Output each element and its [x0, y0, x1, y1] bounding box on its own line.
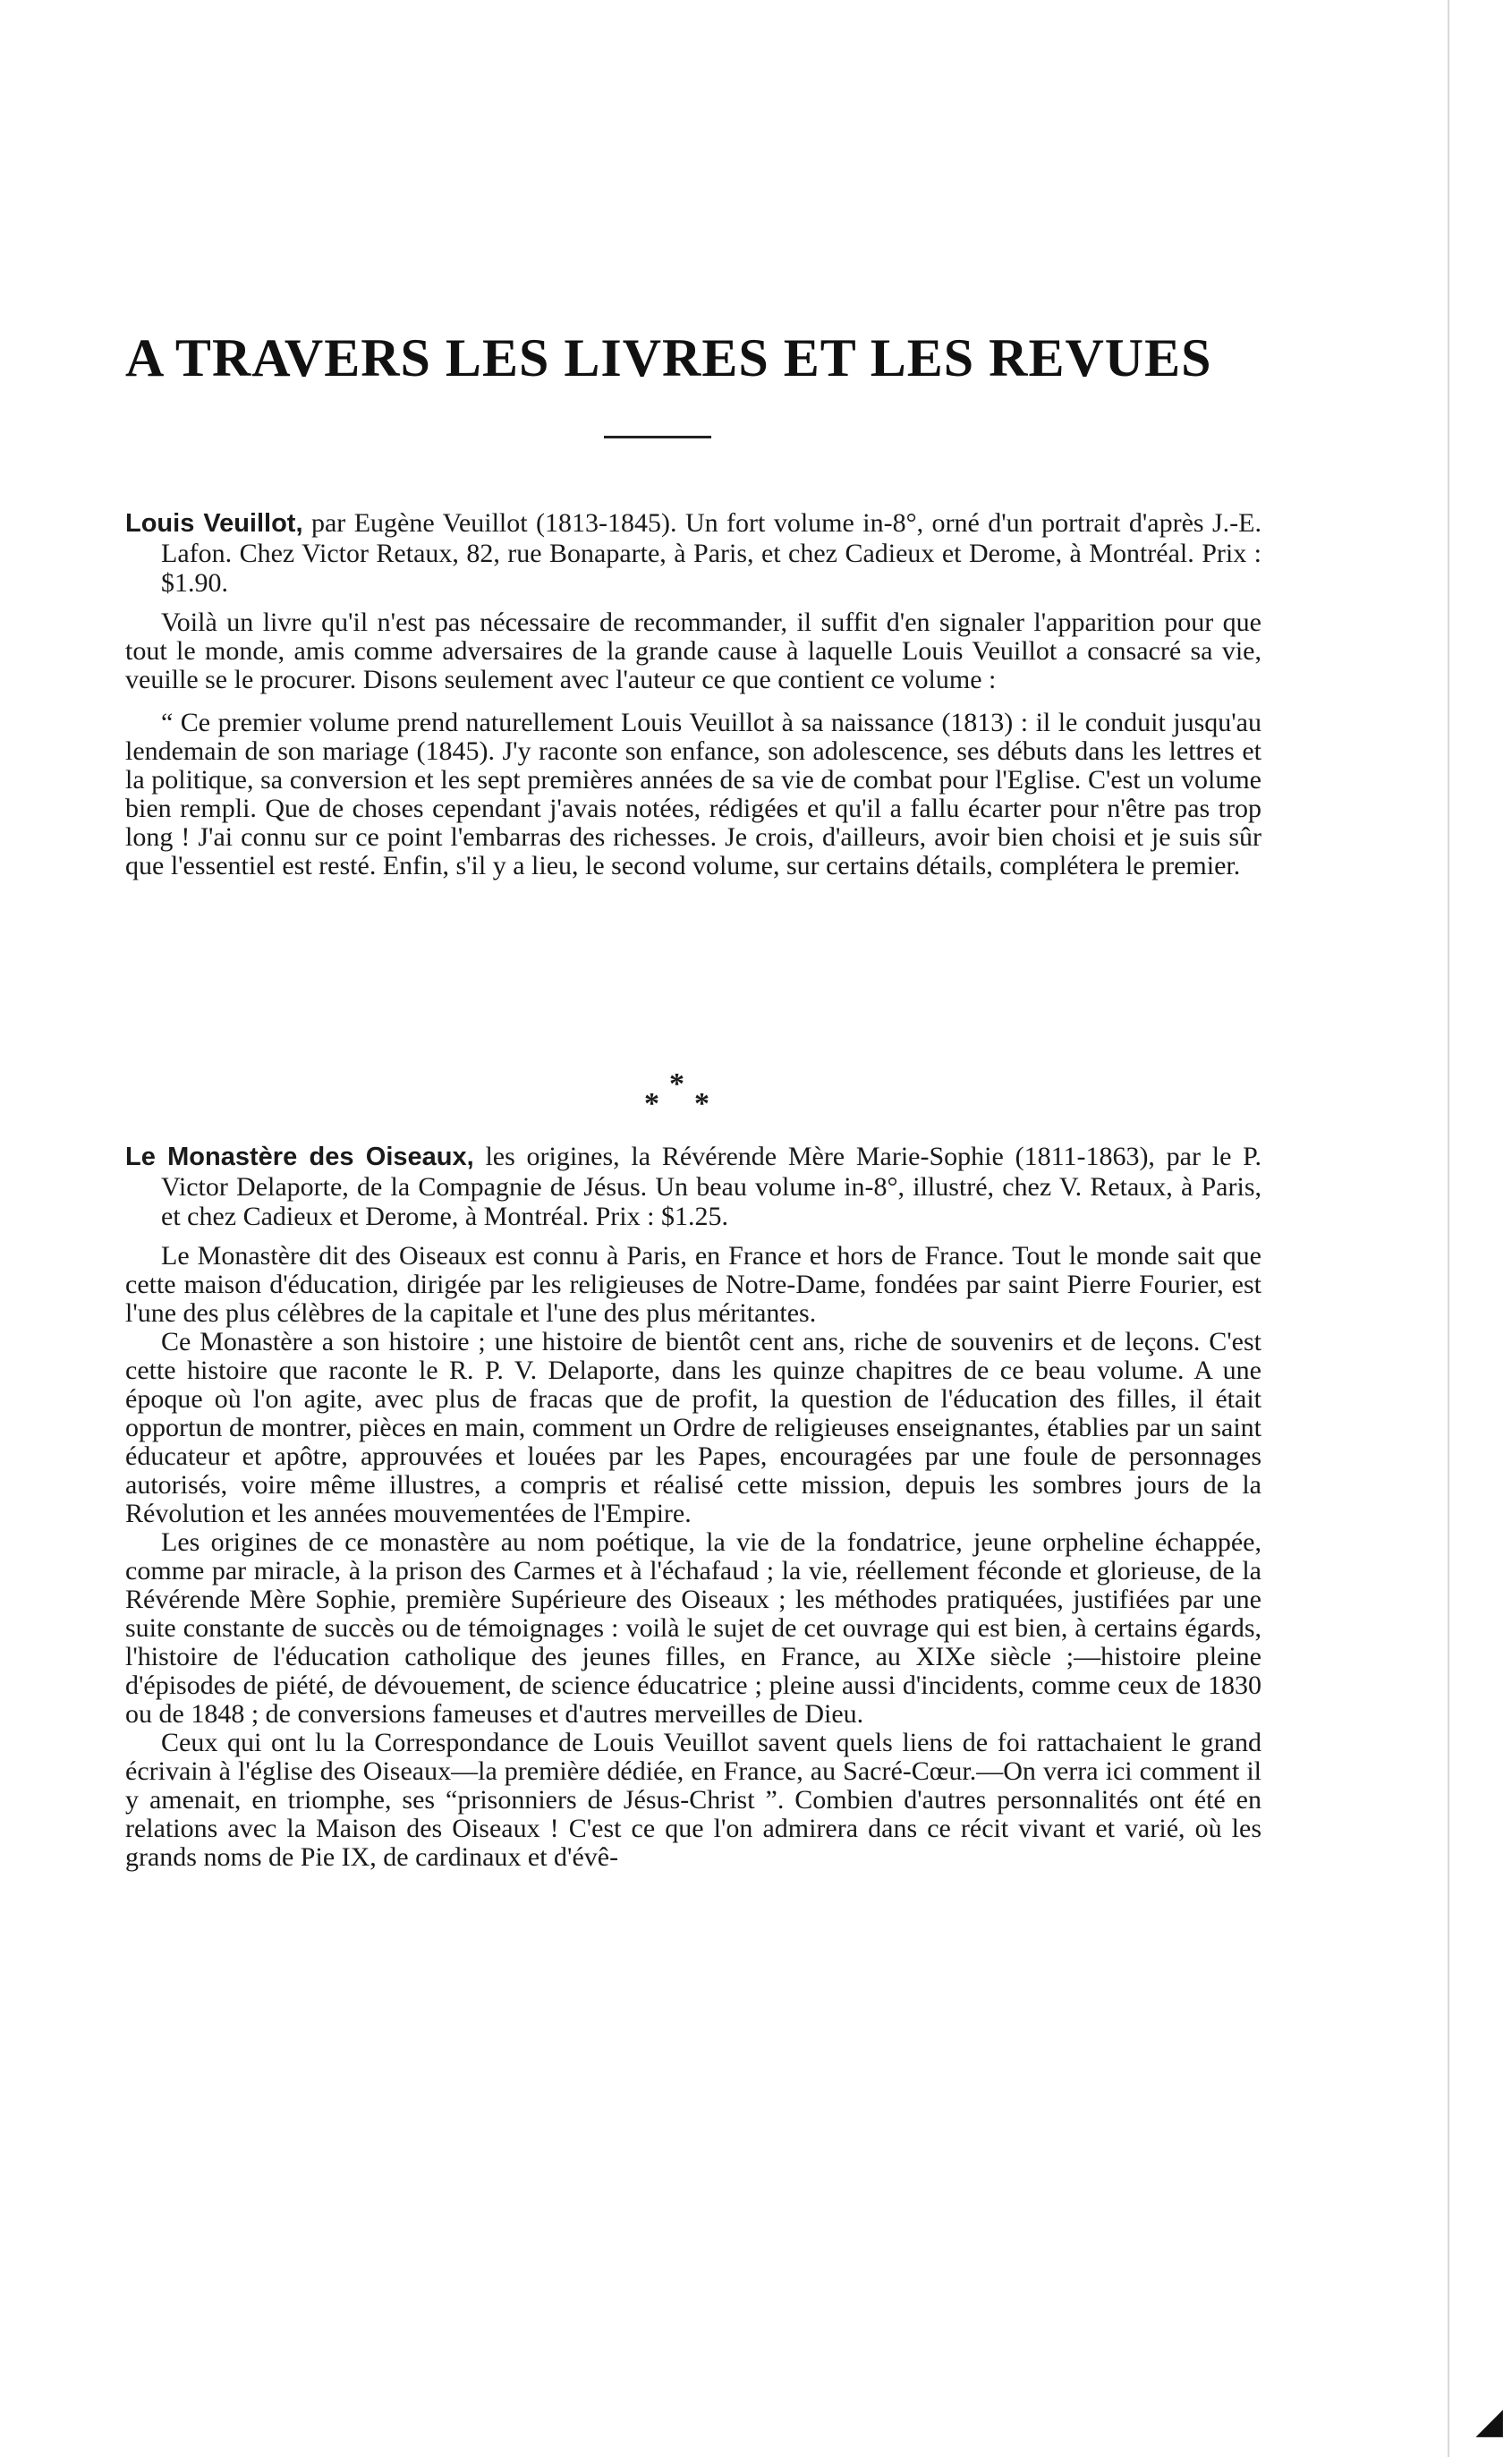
scan-corner-mark: ◢: [1475, 2401, 1503, 2441]
review-paragraph: Voilà un livre qu'il n'est pas nécessaire de recommander, il suffit d'en signaler l'apparition pour que tout le monde, amis comme adversaires de la grande cause à laquelle Louis Veuillot a consacré sa vie, veuille se le procurer. Disons seulement avec l'auteur ce que contient ce volume :: [125, 608, 1261, 694]
scan-margin-line: [1448, 0, 1449, 2457]
review-louis-veuillot: [125, 508, 1261, 880]
section-heading: A TRAVERS LES LIVRES ET LES REVUES: [125, 328, 1212, 387]
review-quotation: “ Ce premier volume prend naturellement Louis Veuillot à sa naissance (1813) : il le conduit jusqu'au lendemain de son mariage (1845). J'y raconte son enfance, son adolescence, ses débuts dans les lettres et la politique, sa conversion et les sept premières années de sa vie de combat pour l'Eglise. C'est un volume bien rempli. Que de choses cependant j'avais notées, rédigées et qu'il a fallu écarter pour n'être pas trop long ! J'ai connu sur ce point l'embarras des richesses. Je crois, d'ailleurs, avoir bien choisi et je suis sûr que l'essentiel est resté. Enfin, s'il y a lieu, le second volume, sur certains détails, complétera le premier.: [125, 708, 1261, 880]
review-paragraph: Ce Monastère a son histoire ; une histoire de bientôt cent ans, riche de souvenirs et de leçons. C'est cette histoire que raconte le R. P. V. Delaporte, dans les quinze chapitres de ce beau volume. A une époque où l'on agite, avec plus de fracas que de profit, la question de l'éducation des filles, il était opportun de montrer, pièces en main, comment un Ordre de religieuses enseignantes, établies par un saint éducateur et apôtre, approuvées et louées par les Papes, encouragées par une foule de personnages autorisés, voire même illustres, a compris et réalisé cette mission, depuis les sombres jours de la Révolution et les années mouvementées de l'Empire.: [125, 1327, 1261, 1528]
section-asterism: [635, 1069, 725, 1123]
review-paragraph: Ceux qui ont lu la Correspondance de Louis Veuillot savent quels liens de foi rattachaient le grand écrivain à l'église des Oiseaux—la première dédiée, en France, au Sacré-Cœur.—On verra ici comment il y amenait, en triomphe, ses “prisonniers de Jésus-Christ ”. Combien d'autres personnalités ont été en relations avec la Maison des Oiseaux ! C'est ce que l'on admirera dans ce récit vivant et varié, où les grands noms de Pie IX, de cardinaux et d'évê-: [125, 1728, 1261, 1872]
asterism-star-left: *: [644, 1087, 659, 1120]
book-title: Le Monastère des Oiseaux,: [125, 1143, 474, 1171]
book-title: Louis Veuillot,: [125, 509, 303, 538]
review-paragraph: Le Monastère dit des Oiseaux est connu à Paris, en France et hors de France. Tout le monde sait que cette maison d'éducation, dirigée par les religieuses de Notre-Dame, fondées par saint Pierre Fourier, est l'une des plus célèbres de la capitale et l'une des plus méritantes.: [125, 1241, 1261, 1328]
book-details: par Eugène Veuillot (1813-1845). Un fort volume in-8°, orné d'un portrait d'après J.-E. Lafon. Chez Victor Retaux, 82, rue Bonaparte, à Paris, et chez Cadieux et Derome, à Montréal. Prix : $1.90.: [161, 508, 1261, 598]
asterism-star-top: *: [669, 1067, 684, 1101]
book-reference: [125, 1142, 1261, 1231]
heading-rule: [604, 436, 711, 438]
review-monastere-des-oiseaux: [125, 1142, 1261, 1872]
book-reference: [125, 508, 1261, 598]
review-paragraph: Les origines de ce monastère au nom poétique, la vie de la fondatrice, jeune orpheline échappée, comme par miracle, à la prison des Carmes et à l'échafaud ; la vie, réellement féconde et glorieuse, de la Révérende Mère Sophie, première Supérieure des Oiseaux ; les méthodes pratiquées, justifiées par une suite constante de succès ou de témoignages : voilà le sujet de cet ouvrage qui est bien, à certains égards, l'histoire de l'éducation catholique des jeunes filles, en France, au XIXe siècle ;—histoire pleine d'épisodes de piété, de dévouement, de science éducatrice ; pleine aussi d'incidents, comme ceux de 1830 ou de 1848 ; de conversions fameuses et d'autres merveilles de Dieu.: [125, 1527, 1261, 1729]
book-details: les origines, la Révérende Mère Marie-Sophie (1811-1863), par le P. Victor Delaporte, de la Compagnie de Jésus. Un beau volume in-8°, illustré, chez V. Retaux, à Paris, et chez Cadieux et Derome, à Montréal. Prix : $1.25.: [161, 1142, 1261, 1231]
asterism-star-right: *: [694, 1087, 709, 1120]
